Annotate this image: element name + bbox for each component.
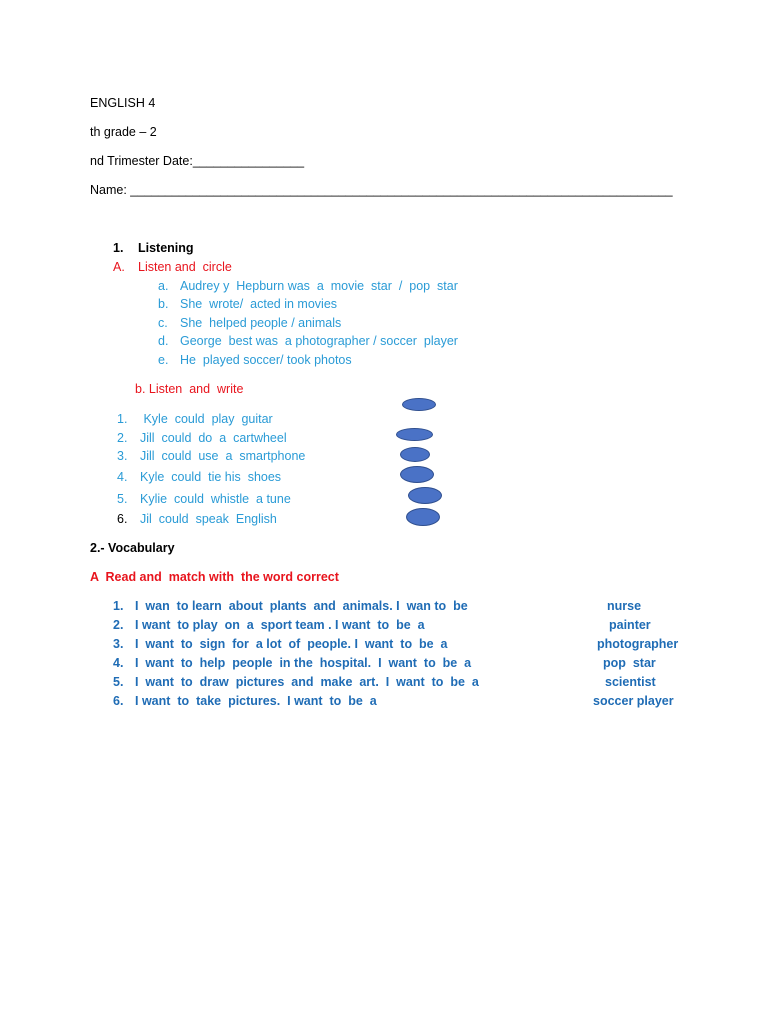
list-item-number: 3. <box>113 637 124 651</box>
list-item: Jill could use a smartphone <box>140 449 306 463</box>
answer-oval <box>408 487 442 504</box>
trimester-date-line: nd Trimester Date:________________ <box>90 154 305 168</box>
list-item-number: 3. <box>117 449 128 463</box>
word-option: painter <box>609 618 651 632</box>
part-b-instruction: b. Listen and write <box>135 382 244 396</box>
list-item-letter: d. <box>158 334 169 348</box>
list-item: She helped people / animals <box>180 316 342 330</box>
list-item: Jil could speak English <box>140 512 277 526</box>
answer-oval <box>396 428 433 441</box>
list-item-letter: a. <box>158 279 169 293</box>
list-item: Kylie could whistle a tune <box>140 492 291 506</box>
list-item: I want to play on a sport team . I want to be a <box>135 618 425 632</box>
word-option: pop star <box>603 656 656 670</box>
list-item: Kyle could play guitar <box>140 412 273 426</box>
document-title: ENGLISH 4 <box>90 96 156 110</box>
grade-line: th grade – 2 <box>90 125 157 139</box>
list-item-letter: b. <box>158 297 169 311</box>
section-1-number: 1. <box>113 241 124 255</box>
list-item-number: 2. <box>113 618 124 632</box>
list-item: George best was a photographer / soccer player <box>180 334 458 348</box>
list-item: Audrey y Hepburn was a movie star / pop star <box>180 279 458 293</box>
list-item-number: 5. <box>113 675 124 689</box>
word-option: photographer <box>597 637 679 651</box>
list-item: I want to take pictures. I want to be a <box>135 694 377 708</box>
list-item: Jill could do a cartwheel <box>140 431 287 445</box>
section-2-title: 2.- Vocabulary <box>90 541 175 555</box>
list-item-number: 1. <box>117 412 128 426</box>
name-line: Name: ______________________________________________________________________________ <box>90 183 673 197</box>
part-a-letter: A. <box>113 260 125 274</box>
list-item: I want to draw pictures and make art. I want to be a <box>135 675 479 689</box>
list-item: She wrote/ acted in movies <box>180 297 338 311</box>
list-item-number: 4. <box>117 470 128 484</box>
list-item: I wan to learn about plants and animals. I wan to be <box>135 599 468 613</box>
list-item-letter: e. <box>158 353 169 367</box>
section-1-title: Listening <box>138 241 194 255</box>
list-item: I want to help people in the hospital. I want to be a <box>135 656 472 670</box>
list-item-number: 2. <box>117 431 128 445</box>
answer-oval <box>400 447 430 462</box>
list-item-number: 6. <box>113 694 124 708</box>
word-option: nurse <box>607 599 642 613</box>
list-item-number: 1. <box>113 599 124 613</box>
section-2-instruction: A Read and match with the word correct <box>90 570 339 584</box>
list-item-letter: c. <box>158 316 168 330</box>
word-option: soccer player <box>593 694 674 708</box>
answer-oval <box>400 466 434 483</box>
list-item-number: 5. <box>117 492 128 506</box>
word-option: scientist <box>605 675 656 689</box>
part-a-instruction: Listen and circle <box>138 260 232 274</box>
list-item-number: 6. <box>117 512 128 526</box>
answer-oval <box>406 508 440 526</box>
list-item: He played soccer/ took photos <box>180 353 352 367</box>
list-item: I want to sign for a lot of people. I want to be a <box>135 637 448 651</box>
answer-oval <box>402 398 436 411</box>
list-item-number: 4. <box>113 656 124 670</box>
list-item: Kyle could tie his shoes <box>140 470 282 484</box>
